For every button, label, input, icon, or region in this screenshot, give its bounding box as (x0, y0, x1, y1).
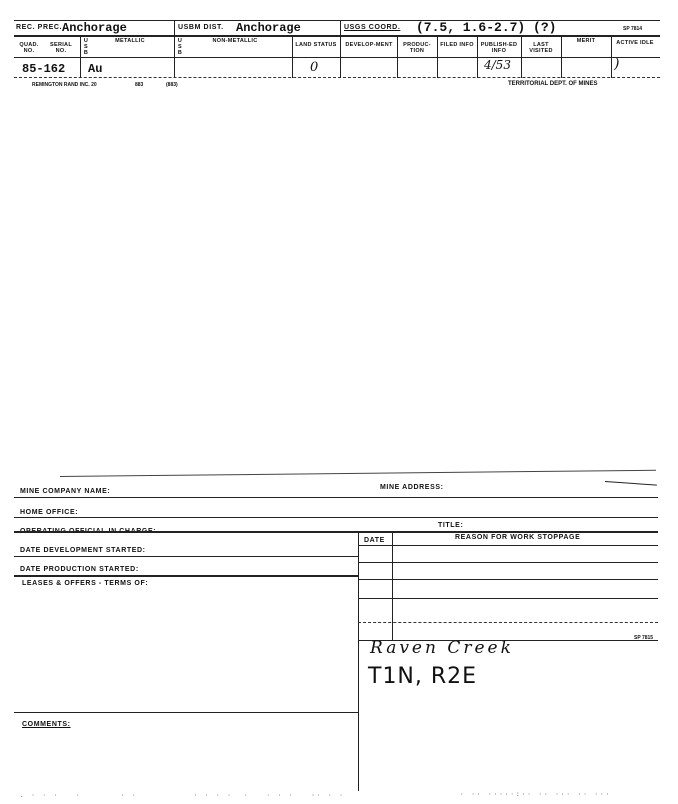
active-idle-value: ) (614, 56, 620, 72)
leases-offers-label: LEASES & OFFERS - TERMS OF: (22, 580, 149, 587)
divider (477, 36, 478, 78)
form-number: SP 7814 (623, 26, 643, 32)
mine-address-label: MINE ADDRESS: (380, 484, 444, 491)
metallic-value: Au (88, 62, 103, 76)
rule (358, 579, 658, 580)
bottom-form-number: SP 7815 (634, 635, 654, 641)
col-serial-no: SERIAL NO. (50, 42, 72, 54)
rule (14, 556, 358, 557)
rec-prec-label: REC. PREC. (16, 24, 63, 31)
left-right-divider (358, 531, 359, 791)
operating-official-label: OPERATING OFFICIAL IN CHARGE: (20, 528, 157, 535)
date-development-label: DATE DEVELOPMENT STARTED: (20, 547, 146, 554)
footer-mid2: (883) (166, 82, 178, 88)
scan-noise: . · · · · · · · · · · · · · · ·· · · (20, 792, 345, 799)
column-header-rule (14, 57, 660, 58)
divider (437, 36, 438, 78)
reason-col-header: REASON FOR WORK STOPPAGE (455, 534, 581, 541)
rule (14, 712, 358, 713)
handwritten-location: Raven Creek (370, 638, 514, 658)
usbm-dist-label: USBM DIST. (178, 24, 224, 31)
divider (397, 36, 398, 78)
footer-right: TERRITORIAL DEPT. OF MINES (508, 81, 598, 87)
col-production: PRODUC-TION (403, 42, 431, 54)
rule (14, 531, 658, 533)
divider (174, 20, 175, 78)
usgs-coord-label: USGS COORD. (344, 24, 401, 31)
rule (14, 575, 358, 577)
col-quad-no: QUAD. NO. (19, 42, 39, 54)
divider (521, 36, 522, 78)
col-development: DEVELOP-MENT (345, 42, 393, 48)
divider (561, 36, 562, 78)
land-status-value: 0 (310, 60, 319, 75)
rule (14, 497, 658, 498)
col-land-status: LAND STATUS (295, 42, 337, 48)
rule (14, 517, 658, 518)
usgs-coord-value: (7.5, 1.6-2.7) (?) (416, 20, 557, 35)
date-reason-divider (392, 531, 393, 641)
scan-noise: · ·· ·····:·· ·· ··· ·· ··· (460, 791, 612, 798)
col-usb-nonmetallic: U S B (177, 38, 183, 56)
quad-serial-value: 85-162 (22, 62, 66, 76)
footer-mid1: 883 (135, 82, 144, 88)
rule (358, 545, 658, 546)
handwritten-township: T1N, R2E (368, 664, 478, 689)
col-filed-info: FILED INFO (440, 42, 474, 48)
footer-left: REMINGTON RAND INC. 20 (32, 82, 97, 88)
date-production-label: DATE PRODUCTION STARTED: (20, 566, 139, 573)
col-usb-metallic: U S B (83, 38, 89, 56)
rec-prec-value: Anchorage (62, 21, 127, 35)
rule (358, 562, 658, 563)
col-active-idle: ACTIVE IDLE (616, 40, 654, 46)
date-col-header: DATE (364, 537, 385, 544)
rule (358, 622, 658, 623)
title-label: TITLE: (438, 522, 464, 529)
usbm-dist-value: Anchorage (236, 21, 301, 35)
col-metallic: METALLIC (115, 38, 145, 44)
comments-label: COMMENTS: (22, 721, 71, 728)
card-top-edge (60, 470, 656, 477)
published-info-value: 4/53 (484, 58, 511, 72)
col-published-info: PUBLISH-ED INFO (480, 42, 518, 54)
divider (340, 20, 341, 78)
col-merit: MERIT (576, 38, 596, 44)
mine-company-name-label: MINE COMPANY NAME: (20, 488, 111, 495)
rule (358, 598, 658, 599)
divider (611, 36, 612, 78)
header-rule (14, 35, 660, 37)
col-last-visited: LAST VISITED (529, 42, 553, 54)
divider (292, 36, 293, 78)
card-top-edge-right (605, 481, 657, 486)
home-office-label: HOME OFFICE: (20, 509, 79, 516)
divider (80, 36, 81, 78)
col-non-metallic: NON-METALLIC (212, 38, 258, 44)
row-bottom-rule (14, 77, 660, 78)
